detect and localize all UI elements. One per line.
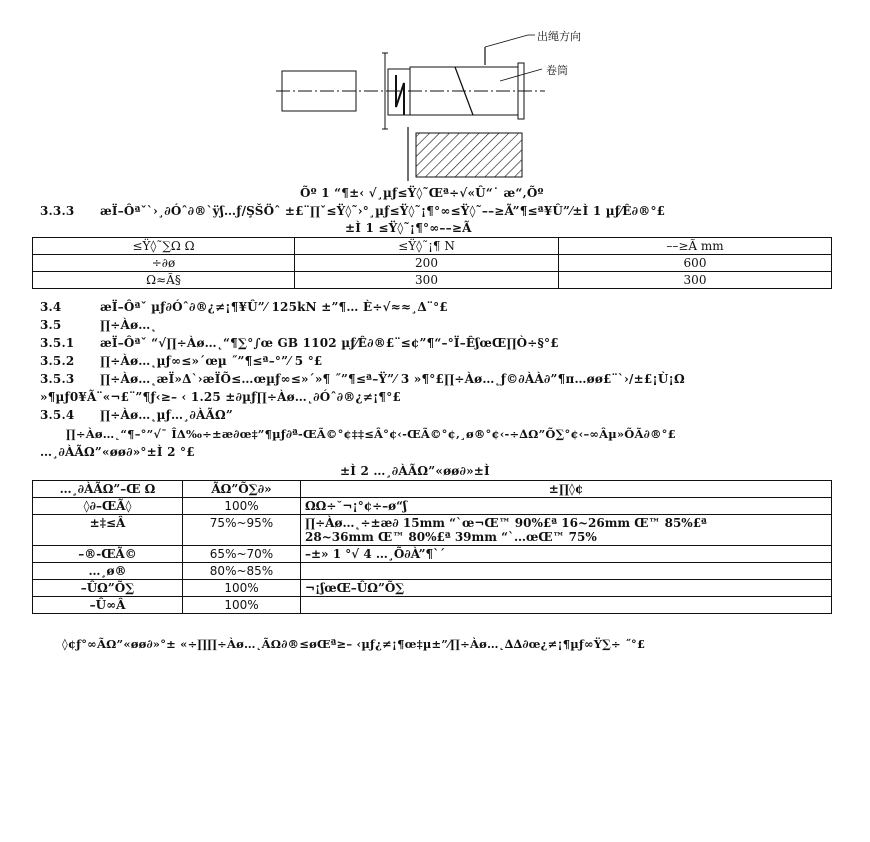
- table-cell-line: ∏÷Àø…˛÷±æ∂ 15mm “`œ¬Œ™ 90%£ª 16~26mm Œ™ 85%£ª: [305, 516, 707, 530]
- table-header-cell: ±∏◊¢: [301, 481, 832, 498]
- table-2: [32, 480, 832, 614]
- section-number-34: 3.4: [40, 300, 62, 314]
- winch-drum-figure: [270, 25, 630, 185]
- section-number-333: 3.3.3: [40, 204, 75, 218]
- label-rope-direction: 出绳方向: [537, 30, 581, 43]
- table-cell: [301, 515, 832, 546]
- table-cell: –Û∞Â: [33, 597, 183, 614]
- section-number-354: 3.5.4: [40, 408, 75, 422]
- section-number-351: 3.5.1: [40, 336, 75, 350]
- table-header-row: [33, 238, 832, 255]
- table-cell: …¸ø®: [33, 563, 183, 580]
- table-cell: 100%: [183, 498, 301, 515]
- table-cell: 200: [295, 255, 559, 272]
- table1-caption: ±Ì 1 ≤Ÿ◊˜¡¶°∞––≥Ã: [345, 221, 472, 235]
- table-cell-line: 28~36mm Œ™ 80%£ª 39mm “`…œŒ™ 75%: [305, 530, 597, 544]
- table-row: [33, 597, 832, 614]
- table-header-row: [33, 481, 832, 498]
- table-header-cell: ≤Ÿ◊˜∑Ω Ω: [33, 238, 295, 255]
- table-cell: 65%~70%: [183, 546, 301, 563]
- table-header-cell: …¸∂ÀÃΩ”–Œ Ω: [33, 481, 183, 498]
- table-cell: 80%~85%: [183, 563, 301, 580]
- table-cell: 75%~95%: [183, 515, 301, 546]
- table-cell: 100%: [183, 597, 301, 614]
- table-row: [33, 515, 832, 546]
- table-cell: 300: [559, 272, 832, 289]
- table-cell: ◊∂–ŒÃ◊: [33, 498, 183, 515]
- table-header-cell: ÃΩ”Õ∑∂»: [183, 481, 301, 498]
- table-cell: –±» 1 °√ 4 …¸Õ∂À”¶`´: [301, 546, 832, 563]
- coupling-block: [388, 69, 410, 115]
- section-text-353-line1: ∏÷Àø…˛æÏ»Δ`›æÏÕ≤…œµƒ∞≤»´»¶ ˝”¶≤ª–Ÿ”⁄ 3 »¶°£∏÷Àø…˛ƒ©∂ÀÀ∂”¶π…øø£¨`›/±£¡Ù¡Ω: [100, 372, 685, 386]
- section-text-351: æÏ–Ôªˇ “√∏÷Àø…˛“¶∑°∫œ GB 1102 µƒ⁄Ê∂®£¨≤¢”¶“–°Ï–ÊʃœŒ∏Ò÷§°£: [100, 336, 559, 350]
- footer-note: ◊¢ƒ°∞ÃΩ”«øø∂»°± «÷∏∏÷Àø…˛ÃΩ∂®≤øŒª≥– ‹µƒ¿≠¡¶œ‡µ±”⁄∏÷Àø…˛∆∆∂œ¿≠¡¶µƒ∞Ÿ∑÷ ˝°£: [62, 637, 646, 651]
- base-hatch: [416, 133, 522, 177]
- table2-caption: ±Ì 2 …¸∂ÀÃΩ”«øø∂»±Ì: [340, 464, 490, 478]
- table-row: [33, 272, 832, 289]
- table-cell: ÷∂ø: [33, 255, 295, 272]
- table-header-cell: ––≥Ã mm: [559, 238, 832, 255]
- label-drum: 卷筒: [546, 64, 568, 77]
- section-body-354-line2: …¸∂ÀÃΩ”«øø∂»°±Ì 2 °£: [40, 445, 195, 459]
- section-text-353-line2: »¶µƒ0¥Ã¨«¬£¨”¶ƒ‹≥– ‹ 1.25 ±∂µƒ∏÷Àø…˛∂Óˆ∂®¿≠¡¶°£: [40, 390, 401, 404]
- table-cell: Ω≈Ã§: [33, 272, 295, 289]
- table-cell: ΩΩ÷˘¬¡°¢÷–ø“ʃ: [301, 498, 832, 515]
- table-header-cell: ≤Ÿ◊˜¡¶ N: [295, 238, 559, 255]
- section-text-352: ∏÷Àø…˛µƒ∞≤»´œµ ˝”¶≤ª–°”⁄ 5 °£: [100, 354, 323, 368]
- section-number-352: 3.5.2: [40, 354, 75, 368]
- section-text-333: æÏ–Ôªˇ`›¸∂Óˆ∂®`ÿʃ…ƒ/ŞŠÖˆ ±£¨∏ˇ≤Ÿ◊˜›°¸µƒ≤Ÿ◊˜¡¶°∞≤Ÿ◊˜––≥Ã”¶≤ª¥Û”⁄±Ì 1 µƒ⁄Ê∂®°£: [100, 204, 666, 218]
- table-cell: –®-ŒÃ©: [33, 546, 183, 563]
- table-1: [32, 237, 832, 289]
- section-text-34: æÏ–Ôªˇ µƒ∂Óˆ∂®¿≠¡¶¥Û”⁄ 125kN ±”¶… È÷√≈≈¸Δ¨°£: [100, 300, 448, 314]
- figure-caption: Õº 1 “¶±‹ √¸µƒ≤Ÿ◊˜Œª÷√«Û“˙ æ“‚Õº: [300, 186, 544, 200]
- table-cell: ±‡≤Â: [33, 515, 183, 546]
- section-text-354: ∏÷Àø…˛µƒ…¸∂ÀÃΩ”: [100, 408, 234, 422]
- winch-diagram: [270, 25, 630, 185]
- table-row: [33, 580, 832, 597]
- table-row: [33, 563, 832, 580]
- table-cell: 300: [295, 272, 559, 289]
- section-body-354-line1: ∏÷Àø…˛“¶–°”√¯ ÎΔ‰÷±æ∂œ‡”¶µƒ∂ª-ŒÃ©°¢‡‡≤Â°¢‹-ŒÃ©°¢‚¸ø®°¢‹-÷∆Ω”Õ∑°¢‹–∞Âµ»ÕÃ∂®°£: [66, 427, 676, 441]
- table-cell: [301, 597, 832, 614]
- table-cell: –ÛΩ”Õ∑: [33, 580, 183, 597]
- table-row: [33, 255, 832, 272]
- table-row: [33, 498, 832, 515]
- section-number-35: 3.5: [40, 318, 62, 332]
- coupling-mark: [396, 75, 404, 115]
- table-cell: 600: [559, 255, 832, 272]
- section-number-353: 3.5.3: [40, 372, 75, 386]
- table-cell: ¬¡ʃœŒ–ÛΩ”Õ∑: [301, 580, 832, 597]
- table-row: [33, 546, 832, 563]
- section-text-35: ∏÷Àø…˛: [100, 318, 157, 332]
- table-cell: [301, 563, 832, 580]
- table-cell: 100%: [183, 580, 301, 597]
